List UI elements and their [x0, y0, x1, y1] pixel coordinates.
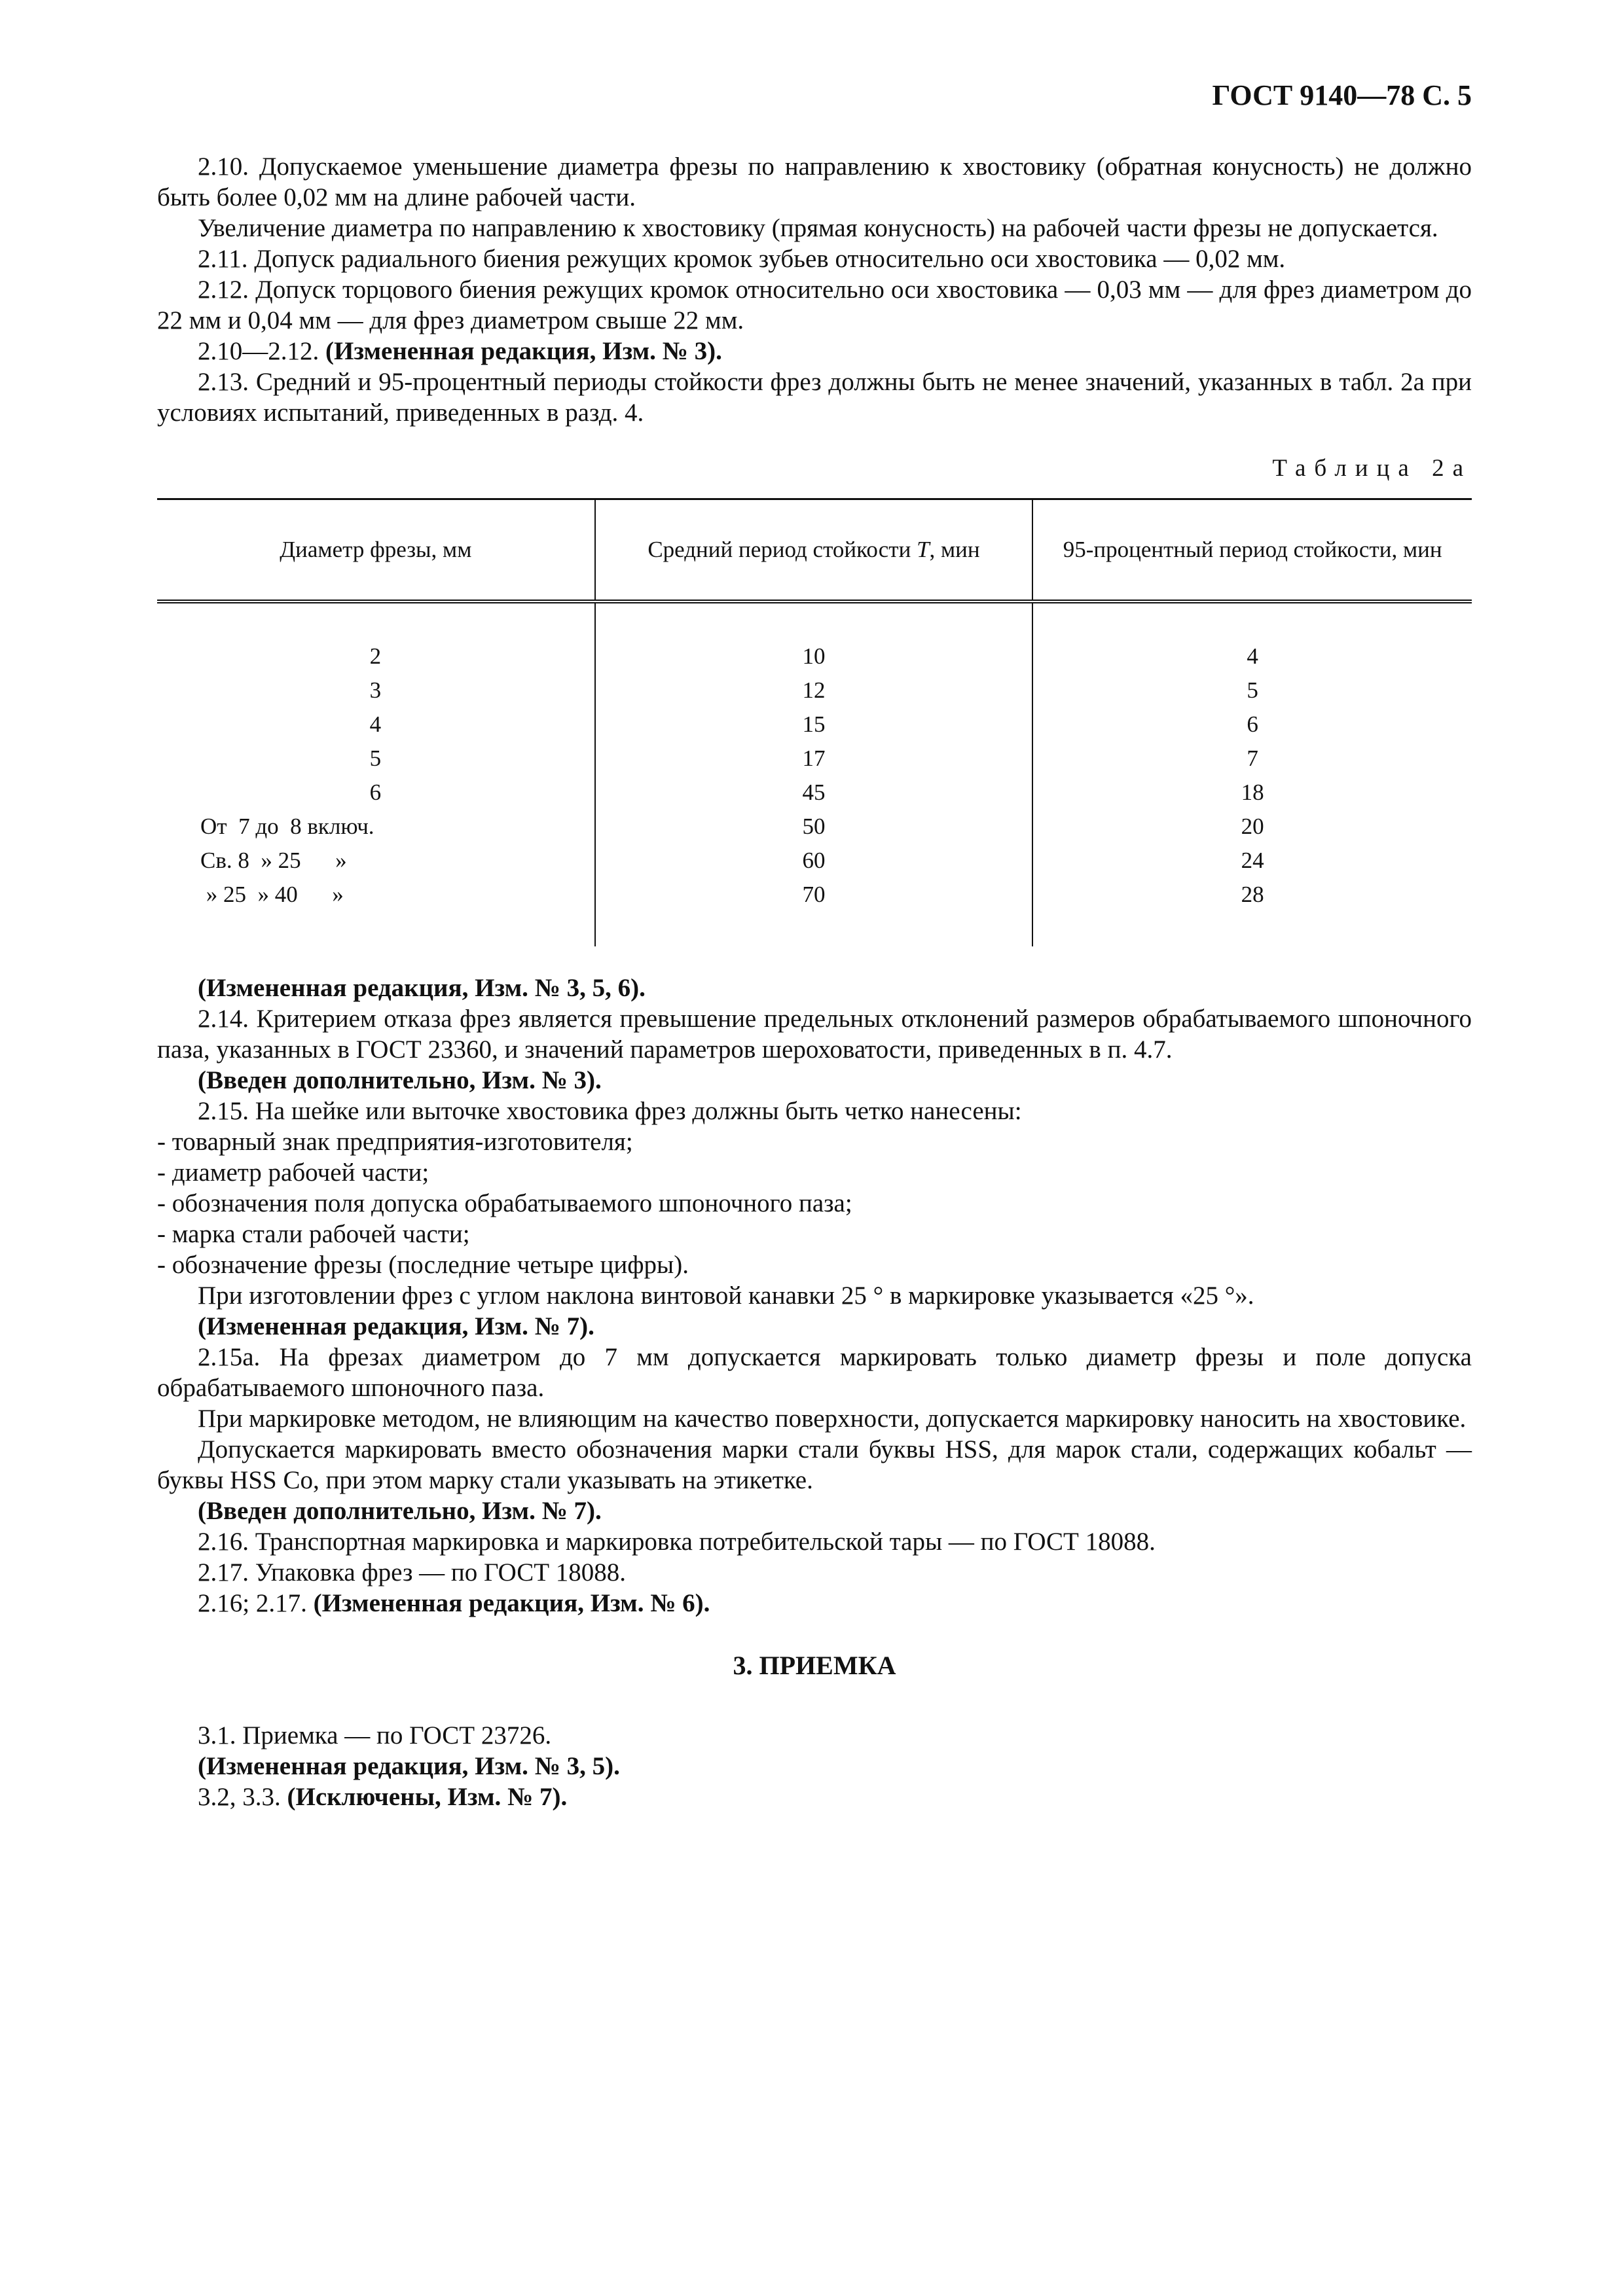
paragraph-prefix: 2.10—2.12.: [198, 337, 325, 365]
table-row: [157, 844, 1472, 878]
mid-paragraphs: [157, 973, 1472, 1619]
table-caption: Таблица 2а: [1272, 455, 1472, 482]
paragraph: [157, 1588, 1472, 1619]
table-row: [157, 673, 1472, 708]
table-row: [157, 776, 1472, 810]
top-paragraphs: [157, 151, 1472, 428]
paragraph: [157, 1065, 1472, 1096]
paragraph-prefix: 2.16; 2.17.: [198, 1589, 314, 1617]
amendment-note: (Исключены, Изм. № 7).: [287, 1783, 568, 1811]
amendment-note: (Измененная редакция, Изм. № 6).: [313, 1589, 710, 1617]
amendment-note: (Измененная редакция, Изм. № 3).: [325, 337, 722, 365]
header-mean-life-text: Средний период стойкости T, мин: [647, 537, 980, 562]
table-cell: 7: [1032, 742, 1472, 776]
table-row: [157, 708, 1472, 742]
table-cell: 2: [369, 643, 382, 669]
table-cell: 50: [595, 810, 1033, 844]
table-cell: 5: [1032, 673, 1472, 708]
paragraph: 2.11. Допуск радиального биения режущих кромок зубьев относительно оси хвостовика — 0,02 мм.: [198, 245, 1286, 273]
table-cell: 4: [369, 711, 382, 737]
paragraph: [157, 1496, 1472, 1526]
amendment-note: (Измененная редакция, Изм. № 3, 5).: [198, 1752, 620, 1780]
table-cell: » 25 » 40 »: [200, 882, 344, 907]
table-cell: 12: [595, 673, 1033, 708]
table-cell: 18: [1032, 776, 1472, 810]
table-body: [157, 601, 1472, 946]
table-row: [157, 742, 1472, 776]
table-cell: 70: [595, 878, 1033, 946]
paragraph: При маркировке методом, не влияющим на качество поверхности, допускается маркировку наносить на хвостовике.: [198, 1405, 1467, 1433]
table-cell: 3: [369, 677, 382, 703]
table-row: [157, 810, 1472, 844]
paragraph: 2.12. Допуск торцового биения режущих кромок относительно оси хвостовика — 0,03 мм — для фрез диаметром до 22 мм и 0,04 мм — для фрез диаметром свыше 22 мм.: [157, 276, 1472, 334]
paragraph: 3.1. Приемка — по ГОСТ 23726.: [198, 1721, 552, 1749]
paragraph: Допускается маркировать вместо обозначения марки стали буквы HSS, для марок стали, содержащих кобальт — буквы HSS Co, при этом марку стали указывать на этикетке.: [157, 1435, 1472, 1494]
paragraph: - марка стали рабочей части;: [157, 1220, 470, 1248]
paragraph: 2.13. Средний и 95-процентный периоды стойкости фрез должны быть не менее значений, указанных в табл. 2а при условиях испытаний, приведенных в разд. 4.: [157, 368, 1472, 427]
header-diameter: Диаметр фрезы, мм: [157, 499, 595, 602]
table-row: [157, 601, 1472, 673]
paragraph: - обозначения поля допуска обрабатываемого шпоночного паза;: [157, 1189, 852, 1217]
table-cell: 45: [595, 776, 1033, 810]
table-header-row: [157, 499, 1472, 602]
table-cell: 17: [595, 742, 1033, 776]
paragraph: 2.15а. На фрезах диаметром до 7 мм допускается маркировать только диаметр фрезы и поле допуска обрабатываемого шпоночного паза.: [157, 1343, 1472, 1402]
table-cell: 20: [1032, 810, 1472, 844]
page-header: ГОСТ 9140—78 С. 5: [1212, 79, 1472, 111]
paragraph: [157, 1751, 1472, 1782]
paragraph: При изготовлении фрез с углом наклона винтовой канавки 25 ° в маркировке указывается «25 °».: [198, 1282, 1254, 1310]
paragraph: 2.16. Транспортная маркировка и маркировка потребительской тары — по ГОСТ 18088.: [198, 1528, 1156, 1556]
table-cell: 6: [1032, 708, 1472, 742]
amendment-note: (Введен дополнительно, Изм. № 3).: [198, 1066, 602, 1094]
amendment-note: (Измененная редакция, Изм. № 3, 5, 6).: [198, 974, 646, 1002]
table-row: [157, 878, 1472, 946]
amendment-note: (Введен дополнительно, Изм. № 7).: [198, 1497, 602, 1525]
bottom-paragraphs: [157, 1720, 1472, 1812]
paragraph: [157, 1311, 1472, 1342]
table-cell: 4: [1032, 601, 1472, 673]
table-cell: 15: [595, 708, 1033, 742]
paragraph: - обозначение фрезы (последние четыре цифры).: [157, 1251, 689, 1279]
tool-life-table: [157, 498, 1472, 946]
document-page: [157, 79, 1472, 1812]
paragraph: 2.17. Упаковка фрез — по ГОСТ 18088.: [198, 1558, 627, 1587]
table-cell: 6: [369, 780, 382, 805]
section-title: 3. ПРИЕМКА: [733, 1651, 896, 1680]
paragraph: - товарный знак предприятия-изготовителя;: [157, 1128, 633, 1156]
paragraph: [157, 1782, 1472, 1812]
paragraph: 2.15. На шейке или выточке хвостовика фрез должны быть четко нанесены:: [198, 1097, 1022, 1125]
table-cell: Св. 8 » 25 »: [200, 848, 347, 873]
amendment-note: (Измененная редакция, Изм. № 7).: [198, 1312, 594, 1340]
table-cell: 10: [595, 601, 1033, 673]
table-cell: 28: [1032, 878, 1472, 946]
paragraph: - диаметр рабочей части;: [157, 1158, 429, 1187]
paragraph: 2.14. Критерием отказа фрез является превышение предельных отклонений размеров обрабатываемого шпоночного паза, указанных в ГОСТ 23360, и значений параметров шероховатости, приведенных в п. 4.7.: [157, 1005, 1472, 1064]
paragraph: Увеличение диаметра по направлению к хвостовику (прямая конусность) на рабочей части фрезы не допускается.: [198, 214, 1438, 242]
paragraph: [157, 973, 1472, 1003]
header-95-life: 95-процентный период стойкости, мин: [1032, 499, 1472, 602]
table-cell: 24: [1032, 844, 1472, 878]
paragraph-prefix: 3.2, 3.3.: [198, 1783, 287, 1811]
table-cell: От 7 до 8 включ.: [200, 814, 374, 839]
paragraph: [157, 336, 1472, 367]
paragraph: 2.10. Допускаемое уменьшение диаметра фрезы по направлению к хвостовику (обратная конусность) не должно быть более 0,02 мм на длине рабочей части.: [157, 152, 1472, 211]
header-mean-life: [595, 499, 1033, 602]
table-cell: 60: [595, 844, 1033, 878]
table-cell: 5: [369, 745, 382, 771]
